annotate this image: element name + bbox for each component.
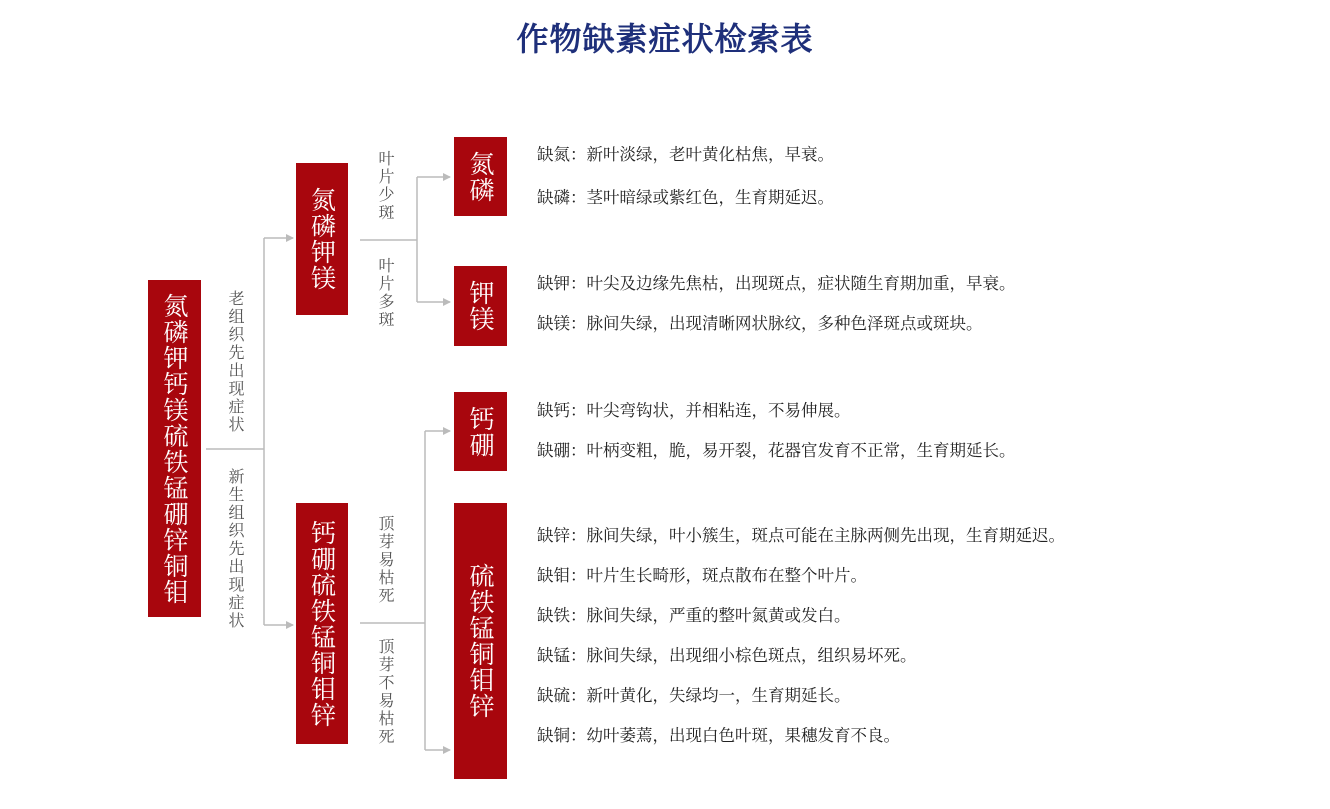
leaf-box-micro: [454, 503, 507, 779]
leaf-label-cab: 钙硼: [466, 405, 495, 458]
desc-potassium: 缺钾：叶尖及边缘先焦枯，出现斑点，症状随生育期加重，早衰。: [537, 274, 1016, 293]
leaf-box-np: [454, 137, 507, 216]
leaf-label-np: 氮磷: [466, 150, 495, 203]
group-box-cab-micro: [296, 503, 348, 744]
label-tip-not-dies: 顶芽不易枯死: [376, 638, 395, 746]
desc-calcium: 缺钙：叶尖弯钩状，并相粘连，不易伸展。: [537, 401, 851, 420]
label-few-spots: 叶片少斑: [376, 150, 395, 222]
leaf-label-kmg: 钾镁: [466, 280, 495, 332]
leaf-label-micro: 硫铁锰铜钼锌: [466, 563, 495, 719]
desc-sulfur: 缺硫：新叶黄化，失绿均一，生育期延长。: [537, 686, 851, 705]
group-label-npkmg: 氮磷钾镁: [307, 187, 337, 291]
desc-iron: 缺铁：脉间失绿，严重的整叶氮黄或发白。: [537, 606, 851, 625]
desc-boron: 缺硼：叶柄变粗，脆，易开裂，花器官发育不正常，生育期延长。: [537, 441, 1016, 460]
label-tip-dies: 顶芽易枯死: [376, 515, 395, 605]
desc-copper: 缺铜：幼叶萎蔫，出现白色叶斑，果穗发育不良。: [537, 726, 900, 745]
page-title: 作物缺素症状检索表: [516, 20, 814, 58]
label-old-tissue: 老组织先出现症状: [226, 290, 245, 434]
root-label: 氮磷钾钙镁硫铁锰硼锌铜钼: [160, 292, 189, 605]
label-many-spots: 叶片多斑: [376, 257, 395, 329]
desc-molybdenum: 缺钼：叶片生长畸形，斑点散布在整个叶片。: [537, 566, 867, 585]
desc-magnesium: 缺镁：脉间失绿，出现清晰网状脉纹，多种色泽斑点或斑块。: [537, 314, 983, 333]
leaf-box-cab: [454, 392, 507, 471]
desc-zinc: 缺锌：脉间失绿，叶小簇生，斑点可能在主脉两侧先出现，生育期延迟。: [537, 526, 1065, 545]
group-label-cab-micro: 钙硼硫铁锰铜钼锌: [307, 519, 337, 728]
label-new-tissue: 新生组织先出现症状: [226, 468, 245, 630]
desc-manganese: 缺锰：脉间失绿，出现细小棕色斑点，组织易坏死。: [537, 646, 917, 665]
desc-phosphorus: 缺磷：茎叶暗绿或紫红色，生育期延迟。: [537, 188, 834, 207]
desc-nitrogen: 缺氮：新叶淡绿，老叶黄化枯焦，早衰。: [537, 145, 834, 164]
root-box: [148, 280, 201, 617]
leaf-box-kmg: [454, 266, 507, 346]
group-box-npkmg: [296, 163, 348, 315]
